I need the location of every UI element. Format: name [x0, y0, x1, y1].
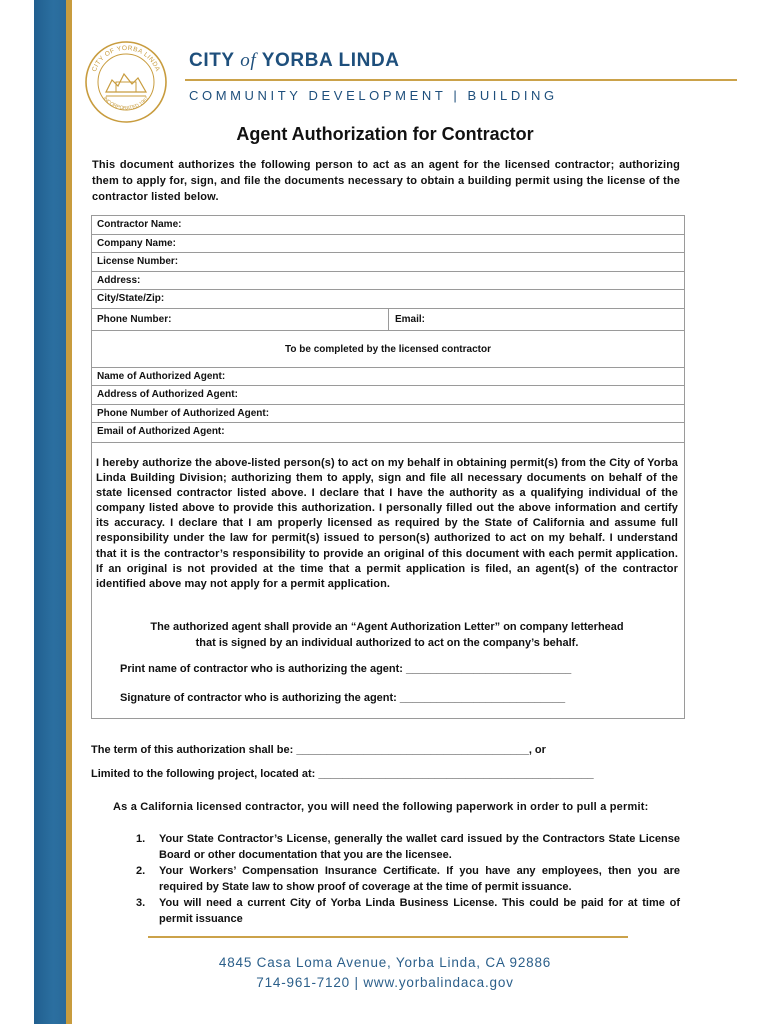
- email-field[interactable]: Email:: [388, 309, 425, 330]
- footer-divider: [148, 936, 628, 938]
- letterhead-note-line-2: that is signed by an individual authorized to act on the company’s behalf.: [195, 636, 579, 649]
- city-state-zip-label: City/State/Zip:: [97, 293, 165, 304]
- agent-phone-field[interactable]: [92, 405, 684, 423]
- list-item: [136, 831, 680, 863]
- phone-number-field[interactable]: Phone Number:: [97, 314, 172, 325]
- city-wordmark: [189, 50, 400, 72]
- list-item: [136, 863, 680, 895]
- phone-email-row: [92, 309, 684, 331]
- city-seal-logo: [84, 40, 168, 124]
- sidebar-gold-stripe: [66, 0, 72, 1024]
- company-name-field[interactable]: [92, 235, 684, 253]
- list-text: You will need a current City of Yorba Linda Business License. This could be paid for at time of permit issuance: [159, 897, 680, 925]
- list-text: Your State Contractor’s License, generally the wallet card issued by the Contractors State License Board or other documentation that you are the licensee.: [159, 833, 680, 861]
- city-prefix: CITY: [189, 50, 235, 71]
- limited-project-field[interactable]: Limited to the following project, located at: _____________________________________________: [91, 768, 594, 780]
- list-number: 2.: [136, 865, 146, 877]
- letterhead-note-line-1: The authorized agent shall provide an “Agent Authorization Letter” on company letterhead: [150, 621, 624, 633]
- header-divider: [185, 79, 737, 81]
- agent-phone-label: Phone Number of Authorized Agent:: [97, 408, 270, 419]
- agent-name-field[interactable]: [92, 368, 684, 386]
- completed-by-note: [92, 331, 684, 368]
- sidebar-band: [34, 0, 66, 1024]
- license-number-field[interactable]: [92, 253, 684, 272]
- contractor-name-label: Contractor Name:: [97, 219, 182, 230]
- department-subtitle: COMMUNITY DEVELOPMENT | BUILDING: [189, 88, 558, 103]
- license-number-label: License Number:: [97, 256, 179, 267]
- company-name-label: Company Name:: [97, 238, 176, 249]
- address-label: Address:: [97, 275, 141, 286]
- list-number: 1.: [136, 833, 146, 845]
- intro-paragraph: This document authorizes the following person to act as an agent for the licensed contractor; authorizing them to apply for, sign, and file the documents necessary to obtain a building permit using the license of the contractor listed below.: [92, 159, 680, 203]
- list-number: 3.: [136, 897, 146, 909]
- svg-text:INCORPORATED 1967: [102, 95, 151, 111]
- document-title: Agent Authorization for Contractor: [236, 124, 534, 144]
- completed-by-text: To be completed by the licensed contractor: [285, 344, 491, 355]
- letterhead-note: [96, 620, 678, 651]
- term-field[interactable]: The term of this authorization shall be: ______________________________________, or: [91, 744, 546, 756]
- address-field[interactable]: [92, 272, 684, 290]
- contractor-name-field[interactable]: [92, 216, 684, 235]
- agent-name-label: Name of Authorized Agent:: [97, 371, 226, 382]
- print-name-field[interactable]: Print name of contractor who is authorizing the agent: ___________________________: [120, 663, 572, 675]
- requirements-list: [136, 831, 680, 927]
- requirements-intro: As a California licensed contractor, you will need the following paperwork in order to pull a permit:: [113, 801, 649, 813]
- seal-top-text: CITY OF YORBA LINDA: [90, 44, 162, 73]
- agent-email-label: Email of Authorized Agent:: [97, 426, 225, 437]
- list-item: [136, 895, 680, 927]
- footer-address: 4845 Casa Loma Avenue, Yorba Linda, CA 92886: [218, 955, 552, 970]
- authorization-statement: I hereby authorize the above-listed person(s) to act on my behalf in obtaining permit(s) from the City of Yorba Linda Building Division; authorizing them to apply, sign and file all necessary documents on behalf of the state licensed contractor listed above. I declare that I have the authority as a qualifying individual of the company listed above to provide this authorization. I personally filled out the above information and certify its accuracy. I declare that I am properly licensed as required by the State of California and assume full responsibility under the law for permit(s) issued to person(s) authorized to act on my behalf. I understand that it is the contractor’s responsibility to provide an original of this document with each permit application. If an original is not provided at the time that a permit application is filed, an agent(s) of the contractor identified above may not apply for a permit application.: [96, 457, 678, 590]
- agent-address-label: Address of Authorized Agent:: [97, 389, 238, 400]
- city-name: YORBA LINDA: [261, 50, 400, 71]
- city-of: of: [240, 50, 257, 71]
- signature-field[interactable]: Signature of contractor who is authorizing the agent: ___________________________: [120, 692, 566, 704]
- city-state-zip-field[interactable]: [92, 290, 684, 309]
- footer-contact[interactable]: 714-961-7120 | www.yorbalindaca.gov: [256, 975, 514, 990]
- list-text: Your Workers’ Compensation Insurance Certificate. If you have any employees, then you are required by State law to show proof of coverage at the time of permit issuance.: [159, 865, 680, 893]
- agent-address-field[interactable]: [92, 386, 684, 405]
- seal-bottom-text: INCORPORATED 1967: [101, 95, 151, 112]
- agent-email-field[interactable]: [92, 423, 684, 443]
